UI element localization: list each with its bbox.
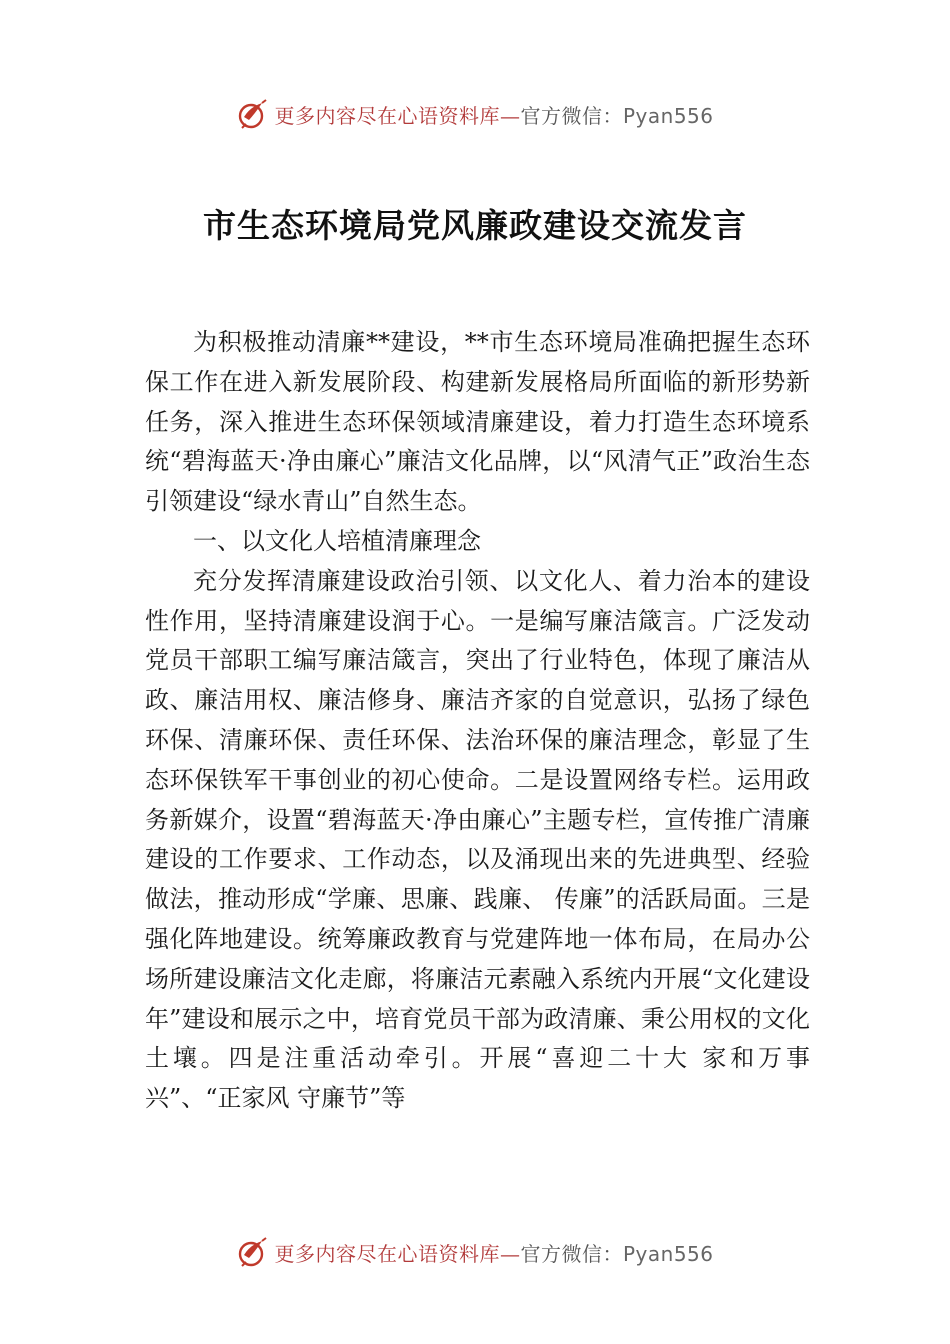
banner-text	[274, 1238, 713, 1267]
quill-logo-icon	[236, 1235, 270, 1269]
section-heading: 一、以文化人培植清廉理念	[193, 526, 481, 555]
banner-text	[274, 100, 713, 129]
banner-wechat-label: 官方微信：	[520, 103, 623, 128]
banner-wechat-label: 官方微信：	[520, 1241, 623, 1266]
banner-wechat-id: Pyan556	[622, 1241, 714, 1266]
header-watermark-banner	[0, 94, 950, 134]
banner-wechat-id: Pyan556	[622, 103, 714, 128]
document-title: 市生态环境局党风廉政建设交流发言	[203, 206, 747, 245]
document-body	[145, 323, 810, 1119]
paragraph-section-body: 充分发挥清廉建设政治引领、以文化人、着力治本的建设性作用，坚持清廉建设润于心。一是编写廉洁箴言。广泛发动党员干部职工编写廉洁箴言，突出了行业特色，体现了廉洁从政、廉洁用权、廉洁修身、廉洁齐家的自觉意识，弘扬了绿色环保、清廉环保、责任环保、法治环保的廉洁理念，彰显了生态环保铁军干事创业的初心使命。二是设置网络专栏。运用政务新媒介，设置“碧海蓝天·净由廉心”主题专栏，宣传推广清廉建设的工作要求、工作动态，以及涌现出来的先进典型、经验做法，推动形成“学廉、思廉、践廉、 传廉”的活跃局面。三是强化阵地建设。统筹廉政教育与党建阵地一体布局，在局办公场所建设廉洁文化走廊，将廉洁元素融入系统内开展“文化建设年”建设和展示之中，培育党员干部为政清廉、秉公用权的文化土壤。四是注重活动牵引。开展“喜迎二十大 家和万事兴”、“正家风 守廉节”等	[145, 566, 810, 1113]
banner-main-text: 更多内容尽在心语资料库—	[274, 103, 521, 128]
quill-logo-icon	[236, 97, 270, 131]
footer-watermark-banner	[0, 1232, 950, 1272]
banner-main-text: 更多内容尽在心语资料库—	[274, 1241, 521, 1266]
paragraph-intro: 为积极推动清廉**建设，**市生态环境局准确把握生态环保工作在进入新发展阶段、构建新发展格局所面临的新形势新任务，深入推进生态环保领域清廉建设，着力打造生态环境系统“碧海蓝天·净由廉心”廉洁文化品牌，以“风清气正”政治生态引领建设“绿水青山”自然生态。	[145, 328, 810, 516]
